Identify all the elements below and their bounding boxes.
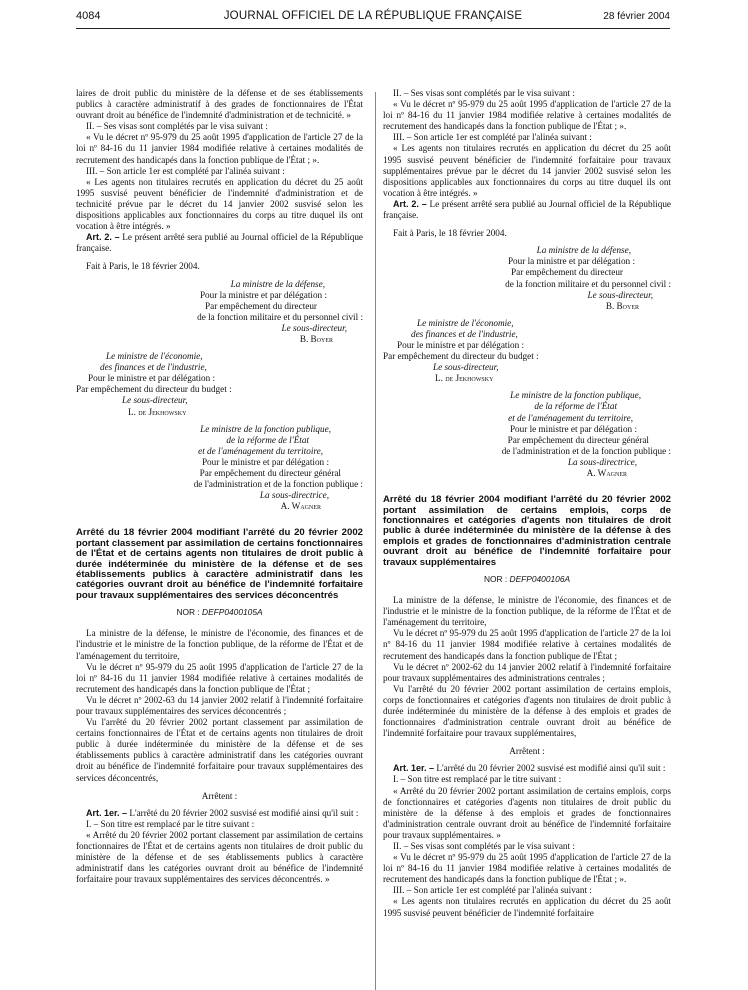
signatory-name: B. Boyer	[299, 333, 333, 344]
left-column	[76, 88, 363, 885]
nor-reference	[383, 574, 671, 585]
signatory-role: Le sous-directeur,	[122, 395, 188, 406]
signatory-line: Pour la ministre et par délégation :	[507, 256, 635, 267]
issue-date: 28 février 2004	[603, 11, 670, 22]
signatory-line: Par empêchement du directeur	[205, 300, 317, 311]
paragraph: Vu le décret nº 2002-63 du 14 janvier 2002 relatif à l'indemnité forfaitaire pour travaux supplémentaires des services déconcentrés ;	[76, 694, 363, 716]
arretent-heading: Arrêtent :	[201, 790, 238, 801]
signatory-title: et de l'aménagement du territoire,	[508, 412, 633, 423]
signatory-title: Le ministre de l'économie,	[106, 351, 203, 362]
signatory-line: Pour le ministre et par délégation :	[88, 373, 216, 384]
signatory-title: des finances et de l'industrie,	[100, 362, 207, 373]
article-paragraph	[383, 199, 671, 221]
paragraph: laires de droit public du ministère de la défense et de ses établissements publics à caractère administratif à des grades de fonctionnaires de l'État ouvrant droit au bénéfice de l'indemnité d'administration et de technicité. »	[76, 88, 363, 121]
journal-title: JOURNAL OFFICIEL DE LA RÉPUBLIQUE FRANÇAISE	[223, 10, 523, 22]
paragraph: I. – Son titre est remplacé par le titre suivant :	[86, 818, 255, 829]
article-paragraph	[76, 232, 363, 254]
paragraph: « Arrêté du 20 février 2002 portant classement par assimilation de certains fonctionnaires de l'État et de certains agents non titulaires de droit public du ministère de la défense et de ses établissements publics à caractère administratif dans les catégories ouvrant droit au bénéfice de l'indemnité forfaitaire pour travaux supplémentaires des services déconcentrés. »	[76, 829, 363, 885]
paragraph: Vu le décret nº 2002-62 du 14 janvier 2002 relatif à l'indemnité forfaitaire pour travaux supplémentaires des administrations centrales ;	[383, 661, 671, 683]
signature-date: Fait à Paris, le 18 février 2004.	[393, 228, 507, 239]
paragraph: « Les agents non titulaires recrutés en application du décret du 25 août 1995 susvisé peuvent bénéficier de l'indemnité forfaitaire pour travaux supplémentaires prévue par le décret du 14 janvier 2002 susvisé selon les dispositions applicables aux fonctionnaires du corps au titre duquel ils ont vocation à être intégrés. »	[383, 143, 671, 198]
signatory-name: L. de Jekhowsky	[128, 406, 187, 417]
article-text: Le présent arrêté sera publié au Journal officiel de la République française.	[383, 198, 671, 221]
signatory-line: Pour le ministre et par délégation :	[397, 339, 525, 350]
signatory-title: Le ministre de la fonction publique,	[510, 390, 641, 401]
arrete-title: Arrêté du 18 février 2004 modifiant l'arrêté du 20 février 2002 portant assimilation de certains emplois, corps de fonctionnaires et catégories d'agents non titulaires de droit public à durée indéterminée du ministère de la défense à des emplois et grades de fonctionnaires d'administration centrale ouvrant droit au bénéfice de l'indemnité forfaitaire pour travaux supplémentaires	[383, 494, 671, 568]
signature-block-economie	[76, 351, 363, 418]
nor-code: DEFP0400105A	[202, 607, 263, 618]
signatory-role: Le sous-directeur,	[587, 289, 653, 300]
signatory-line: de l'administration et de la fonction publique :	[193, 479, 363, 490]
nor-label: NOR :	[176, 607, 203, 618]
signatory-line: Par empêchement du directeur du budget :	[383, 351, 539, 362]
nor-label: NOR :	[483, 573, 510, 584]
paragraph: « Vu le décret nº 95-979 du 25 août 1995 d'application de l'article 27 de la loi nº 84-16 du 11 janvier 1984 modifiée relative à certaines modalités de recrutement des handicapés dans la fonction publique de l'État ; ».	[383, 852, 671, 885]
signature-block-fonction-publique	[383, 390, 671, 479]
signatory-title: des finances et de l'industrie,	[411, 328, 518, 339]
signatory-role: La sous-directrice,	[259, 490, 329, 501]
signatory-name: L. de Jekhowsky	[435, 373, 494, 384]
article-label: Art. 1er. –	[86, 807, 128, 818]
signatory-title: La ministre de la défense,	[230, 278, 325, 289]
signatory-title: de la réforme de l'État	[534, 401, 617, 412]
right-column	[383, 88, 671, 919]
signatory-line: Par empêchement du directeur du budget :	[76, 384, 232, 395]
page-number: 4084	[76, 10, 101, 22]
paragraph: La ministre de la défense, le ministre de l'économie, des finances et de l'industrie et le ministre de la fonction publique, de la réforme de l'État et de l'aménagement du territoire,	[383, 595, 671, 628]
signatory-role: La sous-directrice,	[567, 456, 637, 467]
article-paragraph	[76, 808, 363, 819]
signatory-title: et de l'aménagement du territoire,	[198, 445, 323, 456]
arretent-heading: Arrêtent :	[509, 746, 545, 757]
signatory-line: de la fonction militaire et du personnel civil :	[505, 278, 671, 289]
article-label: Art. 2. –	[86, 232, 120, 243]
signatory-line: Pour le ministre et par délégation :	[201, 456, 329, 467]
signatory-name: A. Wagner	[586, 468, 627, 478]
arrete-title: Arrêté du 18 février 2004 modifiant l'arrêté du 20 février 2002 portant classement par assimilation de certains fonctionnaires de l'État et de certains agents non titulaires de droit public à durée indéterminée du ministère de la défense et de ses établissements publics à caractère administratif dans les catégories ouvrant droit au bénéfice de l'indemnité forfaitaire pour travaux supplémentaires des services déconcentrés	[76, 527, 363, 601]
signatory-line: de la fonction militaire et du personnel civil :	[197, 311, 363, 322]
signatory-line: Par empêchement du directeur	[511, 267, 623, 278]
signatory-name: B. Boyer	[605, 300, 639, 311]
paragraph: I. – Son titre est remplacé par le titre suivant :	[393, 774, 562, 785]
signatory-line: de l'administration et de la fonction publique :	[501, 445, 671, 456]
article-paragraph	[383, 763, 671, 774]
header-rule	[76, 28, 670, 29]
paragraph: III. – Son article 1er est complété par l'alinéa suivant :	[86, 165, 285, 176]
article-text: L'arrêté du 20 février 2002 susvisé est modifié ainsi qu'il suit :	[434, 763, 666, 774]
signatory-line: Pour la ministre et par délégation :	[199, 289, 327, 300]
paragraph: « Les agents non titulaires recrutés en application du décret du 25 août 1995 susvisé peuvent bénéficier de l'indemnité forfaitaire	[383, 896, 671, 918]
paragraph: III. – Son article 1er est complété par l'alinéa suivant :	[393, 885, 592, 896]
signatory-title: Le ministre de la fonction publique,	[200, 423, 331, 434]
article-label: Art. 1er. –	[393, 763, 435, 774]
signature-block-defense	[76, 279, 363, 346]
paragraph: III. – Son article 1er est complété par l'alinéa suivant :	[393, 132, 592, 143]
column-divider	[375, 92, 376, 990]
nor-code: DEFP0400106A	[509, 573, 571, 584]
paragraph: « Arrêté du 20 février 2002 portant assimilation de certains emplois, corps de fonctionnaires et catégories d'agents non titulaires de droit public du ministère de la défense à des emplois et grades de fonctionnaires d'administration centrale ouvrant droit au bénéfice de l'indemnité forfaitaire pour travaux supplémentaires. »	[383, 785, 671, 840]
paragraph: « Les agents non titulaires recrutés en application du décret du 25 août 1995 susvisé peuvent bénéficier de l'indemnité d'administration et de technicité prévue par le décret du 14 janvier 2002 susvisé selon les dispositions applicables aux fonctionnaires du corps au titre duquel ils ont vocation à être intégrés. »	[76, 176, 363, 232]
paragraph: Vu l'arrêté du 20 février 2002 portant classement par assimilation de certains fonctionnaires de l'État et de certains agents non titulaires de droit public à durée indéterminée du ministère de la défense et de ses établissements publics à caractère administratif dans les catégories ouvrant droit au bénéfice de l'indemnité forfaitaire pour travaux supplémentaires des services déconcentrés,	[76, 717, 363, 783]
signatory-title: Le ministre de l'économie,	[417, 317, 514, 328]
paragraph: La ministre de la défense, le ministre de l'économie, des finances et de l'industrie et le ministre de la fonction publique, de la réforme de l'État et de l'aménagement du territoire,	[76, 628, 363, 661]
paragraph: « Vu le décret nº 95-979 du 25 août 1995 d'application de l'article 27 de la loi nº 84-16 du 11 janvier 1984 modifiée relative à certaines modalités de recrutement des handicapés dans la fonction publique de l'État ; ».	[76, 132, 363, 165]
signatory-title: La ministre de la défense,	[536, 245, 631, 256]
signatory-title: de la réforme de l'État	[226, 434, 309, 445]
paragraph: II. – Ses visas sont complétés par le visa suivant :	[86, 121, 268, 132]
signature-block-economie	[383, 318, 671, 385]
signatory-name: A. Wagner	[280, 501, 321, 512]
article-text: Le présent arrêté sera publié au Journal officiel de la République française.	[76, 232, 364, 254]
paragraph: Vu le décret nº 95-979 du 25 août 1995 d'application de l'article 27 de la loi nº 84-16 du 11 janvier 1984 modifiée relative à certaines modalités de recrutement des handicapés dans la fonction publique de l'État ;	[76, 661, 363, 694]
nor-reference	[76, 607, 363, 618]
paragraph: II. – Ses visas sont complétés par le visa suivant :	[393, 88, 575, 98]
signature-block-fonction-publique	[76, 424, 363, 513]
signatory-role: Le sous-directeur,	[433, 362, 499, 373]
paragraph: II. – Ses visas sont complétés par le visa suivant :	[393, 841, 575, 851]
paragraph: Vu l'arrêté du 20 février 2002 portant assimilation de certains emplois, corps de fonctionnaires et catégories d'agents non titulaires de droit public à durée indéterminée du ministère de la défense à des emplois et grades de fonctionnaires d'administration centrale ouvrant droit au bénéfice de l'indemnité forfaitaire pour travaux supplémentaires,	[383, 683, 671, 739]
signatory-line: Par empêchement du directeur général	[507, 434, 649, 445]
article-label: Art. 2. –	[393, 198, 427, 209]
article-text: L'arrêté du 20 février 2002 susvisé est modifié ainsi qu'il suit :	[127, 807, 359, 818]
signatory-line: Par empêchement du directeur général	[199, 468, 341, 478]
page-header	[76, 10, 670, 28]
paragraph: « Vu le décret nº 95-979 du 25 août 1995 d'application de l'article 27 de la loi nº 84-16 du 11 janvier 1984 modifiée relative à certaines modalités de recrutement des handicapés dans la fonction publique de l'État ; ».	[383, 99, 671, 132]
signatory-role: Le sous-directeur,	[281, 322, 347, 333]
signature-date: Fait à Paris, le 18 février 2004.	[86, 261, 200, 272]
paragraph: Vu le décret nº 95-979 du 25 août 1995 d'application de l'article 27 de la loi nº 84-16 du 11 janvier 1984 modifiée relative à certaines modalités de recrutement des handicapés dans la fonction publique de l'État ;	[383, 628, 671, 661]
signature-block-defense	[383, 245, 671, 312]
signatory-line: Pour le ministre et par délégation :	[509, 423, 637, 434]
